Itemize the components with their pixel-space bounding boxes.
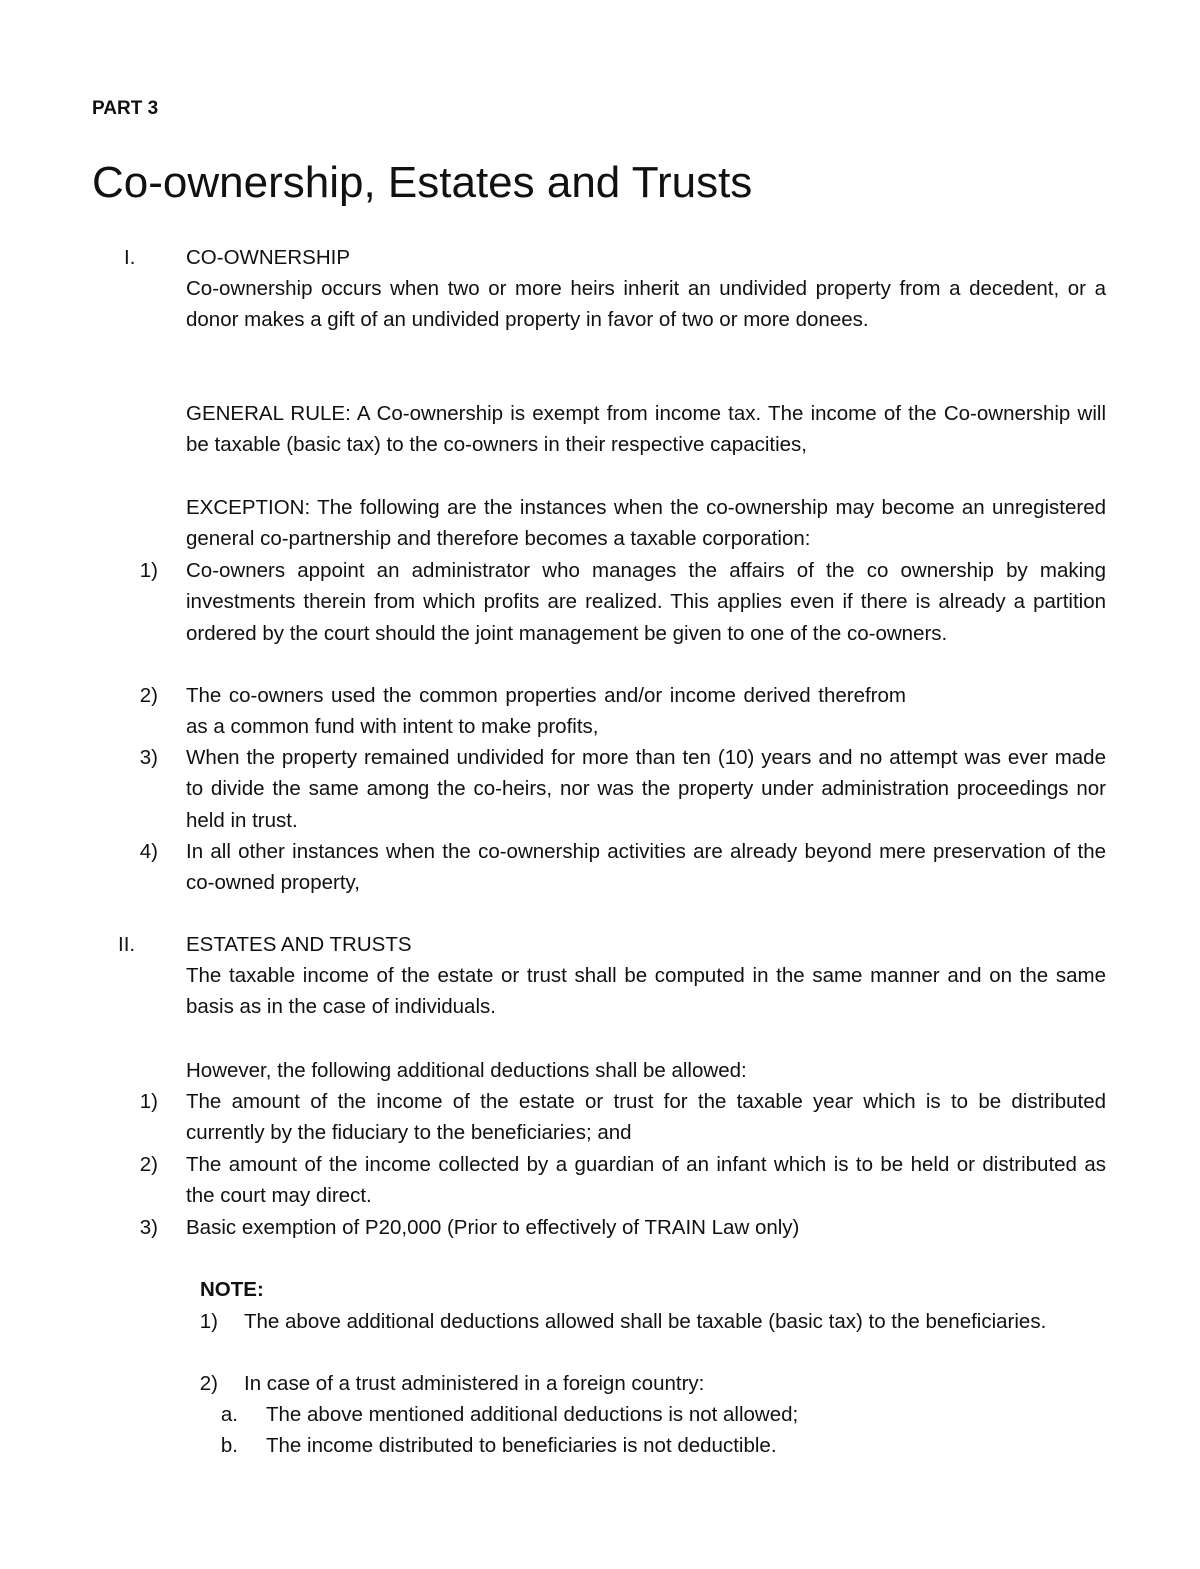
- section1-item-number: 2): [139, 684, 158, 707]
- note-label: NOTE:: [200, 1278, 264, 1301]
- part-label: PART 3: [92, 98, 159, 119]
- section1-intro: Co-ownership occurs when two or more heirs inherit an undivided property from a decedent, or a donor makes a gift of an undivided property in favor of two or more donees.: [186, 277, 1106, 332]
- section2-item-number: 2): [139, 1153, 158, 1176]
- section2-item-number: 3): [139, 1216, 158, 1239]
- section2-intro: The taxable income of the estate or trust shall be computed in the same manner and on the same basis as in the case of individuals.: [186, 964, 1106, 1019]
- note-item-1: The above additional deductions allowed shall be taxable (basic tax) to the beneficiaries.: [244, 1310, 1047, 1333]
- note-subitem-a: The above mentioned additional deductions is not allowed;: [266, 1403, 799, 1426]
- note-subitem-letter: a.: [220, 1403, 238, 1426]
- section1-item-number: 4): [139, 840, 158, 863]
- section1-item-2: The co-owners used the common properties and/or income derived therefrom as a common fund with intent to make profits,: [186, 684, 906, 739]
- section2-item-1: The amount of the income of the estate or trust for the taxable year which is to be distributed currently by the fiduciary to the beneficiaries; and: [186, 1090, 1106, 1145]
- section1-item-number: 3): [139, 746, 158, 769]
- section1-item-number: 1): [139, 559, 158, 582]
- section2-item-3: Basic exemption of P20,000 (Prior to effectively of TRAIN Law only): [186, 1216, 800, 1239]
- section1-numeral: I.: [124, 246, 136, 269]
- section2-item-number: 1): [139, 1090, 158, 1113]
- section1-item-3: When the property remained undivided for more than ten (10) years and no attempt was ever made to divide the same among the co-heirs, nor was the property under administration proceedings nor held in trust.: [186, 746, 1106, 832]
- section2-numeral: II.: [118, 933, 136, 956]
- section1-general-rule: GENERAL RULE: A Co-ownership is exempt from income tax. The income of the Co-ownership will be taxable (basic tax) to the co-owners in their respective capacities,: [186, 402, 1106, 457]
- section1-item-1: Co-owners appoint an administrator who manages the affairs of the co ownership by making investments therein from which profits are realized. This applies even if there is already a partition ordered by the court should the joint management be given to one of the co-owners.: [186, 559, 1106, 645]
- section2-heading: ESTATES AND TRUSTS: [186, 933, 412, 956]
- section1-heading: CO-OWNERSHIP: [186, 246, 350, 269]
- note-item-2: In case of a trust administered in a foreign country:: [244, 1372, 705, 1395]
- section1-exception: EXCEPTION: The following are the instances when the co-ownership may become an unregistered general co-partnership and therefore becomes a taxable corporation:: [186, 496, 1106, 551]
- note-subitem-b: The income distributed to beneficiaries is not deductible.: [266, 1434, 777, 1457]
- section2-item-2: The amount of the income collected by a guardian of an infant which is to be held or distributed as the court may direct.: [186, 1153, 1106, 1208]
- note-item-number: 2): [199, 1372, 218, 1395]
- section1-item-4: In all other instances when the co-ownership activities are already beyond mere preservation of the co-owned property,: [186, 840, 1106, 895]
- document-title: Co-ownership, Estates and Trusts: [92, 158, 753, 207]
- section2-however: However, the following additional deductions shall be allowed:: [186, 1059, 747, 1082]
- note-item-number: 1): [199, 1310, 218, 1333]
- note-subitem-letter: b.: [220, 1434, 238, 1457]
